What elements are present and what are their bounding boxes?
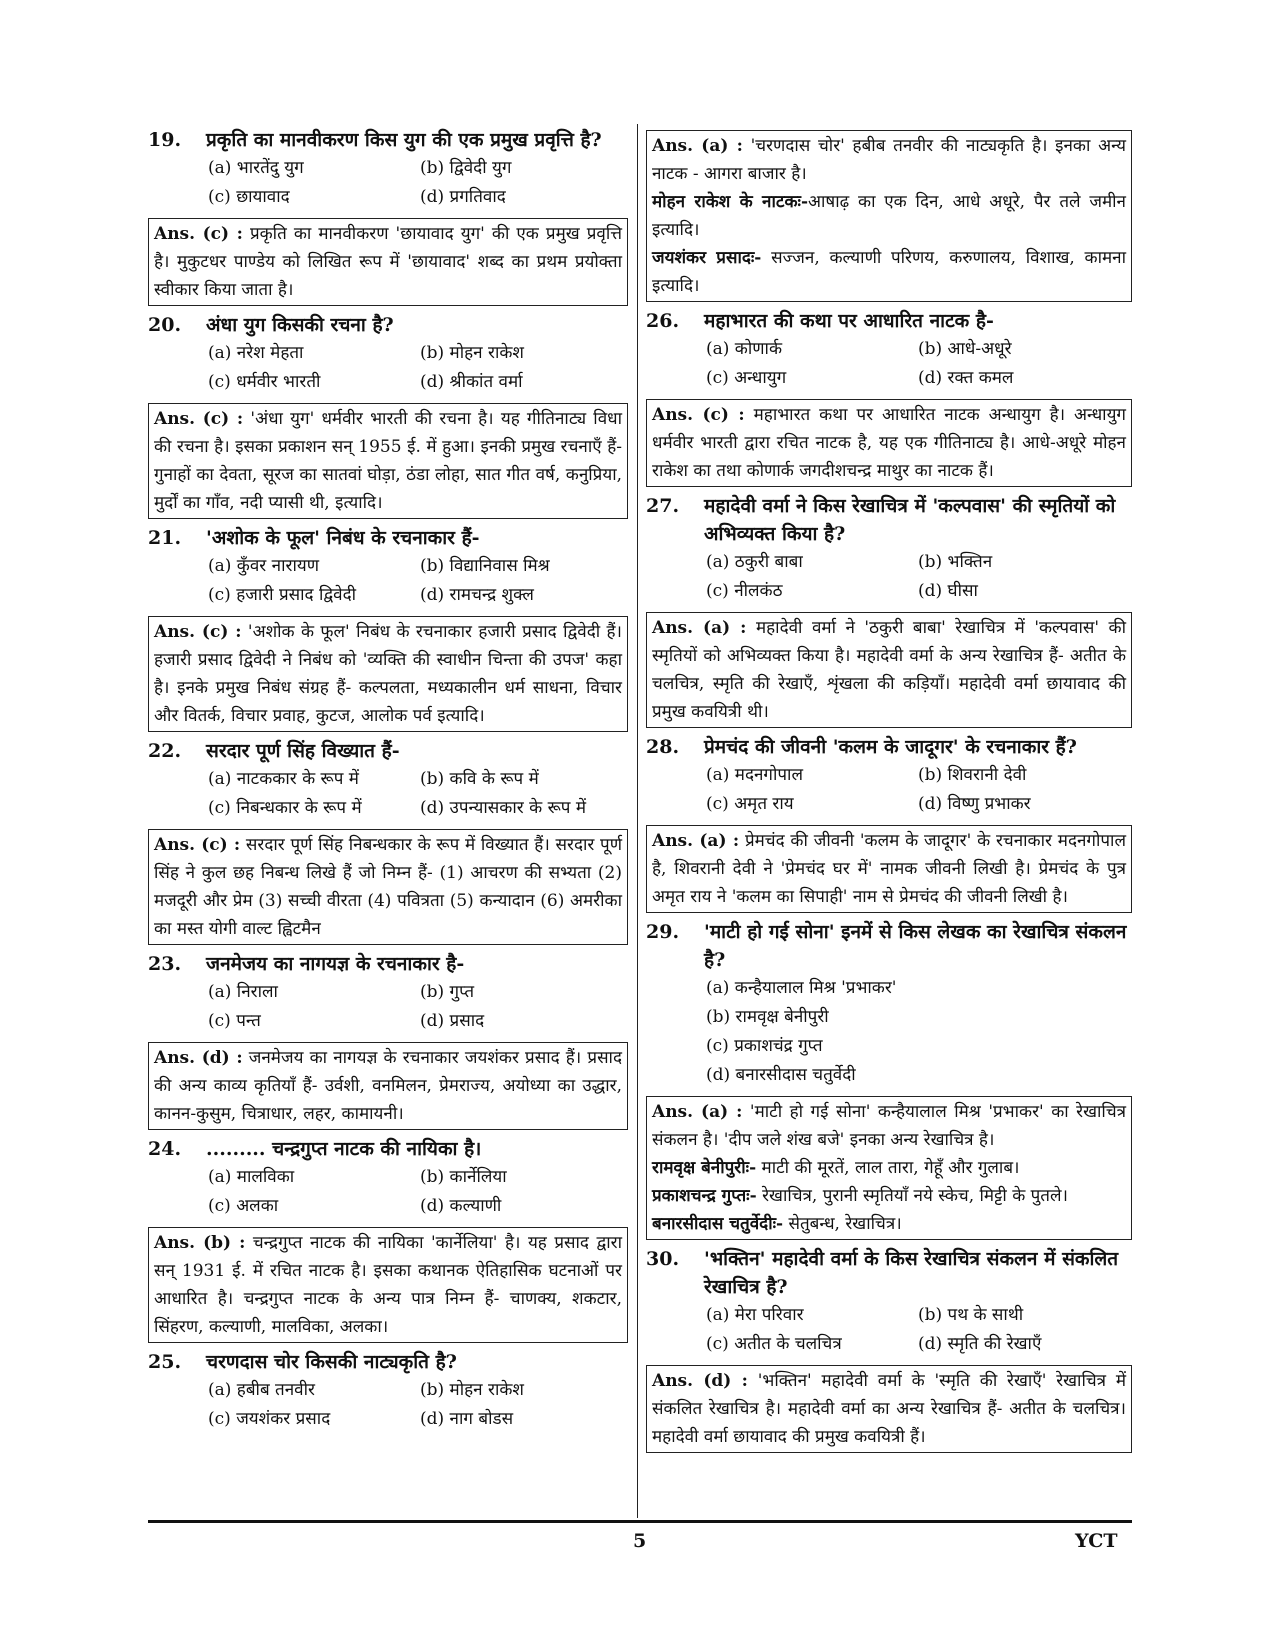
answer-paragraph bbox=[154, 220, 622, 304]
option: (c) हजारी प्रसाद द्विवेदी bbox=[208, 585, 357, 605]
option: (b) मोहन राकेश bbox=[420, 1380, 524, 1400]
option: (d) कल्याणी bbox=[420, 1196, 502, 1216]
option: (c) अन्धायुग bbox=[706, 368, 787, 388]
right-column bbox=[646, 124, 1132, 1458]
option: (a) मालविका bbox=[208, 1167, 295, 1187]
answer-label: Ans. (d) : bbox=[652, 1371, 748, 1391]
answer-box bbox=[646, 825, 1132, 913]
option: (b) मोहन राकेश bbox=[420, 343, 524, 363]
question-number: 30. bbox=[646, 1248, 680, 1270]
question-number: 21. bbox=[148, 527, 182, 549]
options bbox=[148, 1376, 628, 1434]
question-text: सरदार पूर्ण सिंह विख्यात हैं- bbox=[206, 740, 400, 762]
option: (b) पथ के साथी bbox=[918, 1305, 1024, 1325]
answer-text: महादेवी वर्मा ने 'ठकुरी बाबा' रेखाचित्र में 'कल्पवास' की स्मृतियों को अभिव्यक्त किया है। महादेवी वर्मा के अन्य रेखाचित्र हैं- अतीत के चलचित्र, स्मृति की रेखाएँ, शृंखला की कड़ियाँ। महादेवी वर्मा छायावाद की प्रमुख कवयित्री थी। bbox=[652, 618, 1126, 722]
option: (c) नीलकंठ bbox=[706, 581, 783, 601]
question bbox=[646, 733, 1132, 761]
answer-paragraph bbox=[652, 827, 1126, 911]
question-text: 'अशोक के फूल' निबंध के रचनाकार हैं- bbox=[206, 527, 480, 549]
option: (c) धर्मवीर भारती bbox=[208, 372, 321, 392]
question bbox=[646, 918, 1132, 974]
question bbox=[646, 307, 1132, 335]
answer-text: प्रकृति का मानवीकरण 'छायावाद युग' की एक प्रमुख प्रवृत्ति है। मुकुटधर पाण्डेय को लिखित रूप में 'छायावाद' शब्द का प्रथम प्रयोक्ता स्वीकार किया जाता है। bbox=[154, 224, 622, 300]
answer-box bbox=[148, 829, 628, 945]
answer-text: महाभारत कथा पर आधारित नाटक अन्धायुग है। अन्धायुग धर्मवीर भारती द्वारा रचित नाटक है, यह एक गीतिनाट्य है। आधे-अधूरे मोहन राकेश का तथा कोणार्क जगदीशचन्द्र माथुर का नाटक हैं। bbox=[652, 405, 1126, 481]
answer-paragraph bbox=[154, 1229, 622, 1341]
option: (a) मेरा परिवार bbox=[706, 1305, 804, 1325]
answer-paragraph bbox=[652, 1182, 1126, 1210]
answer-label: Ans. (c) : bbox=[154, 835, 241, 855]
column-divider bbox=[637, 124, 638, 1518]
question-text: जनमेजय का नागयज्ञ के रचनाकार है- bbox=[206, 953, 465, 975]
answer-paragraph bbox=[652, 1210, 1126, 1238]
answer-text: 'अंधा युग' धर्मवीर भारती की रचना है। यह गीतिनाट्य विधा की रचना है। इसका प्रकाशन सन् 1955 ई. में हुआ। इनकी प्रमुख रचनाएँ हैं- गुनाहों का देवता, सूरज का सातवां घोड़ा, ठंडा लोहा, सात गीत वर्ष, कनुप्रिया, मुर्दों का गाँव, नदी प्यासी थी, इत्यादि। bbox=[154, 409, 623, 513]
options bbox=[148, 154, 628, 212]
question-text: 'भक्तिन' महादेवी वर्मा के किस रेखाचित्र संकलन में संकलित रेखाचित्र है? bbox=[704, 1248, 1119, 1298]
answer-label: Ans. (d) : bbox=[154, 1048, 243, 1068]
publisher-brand: YCT bbox=[1075, 1530, 1118, 1552]
answer-paragraph bbox=[154, 831, 622, 943]
answer-paragraph bbox=[652, 1154, 1126, 1182]
answer-paragraph bbox=[154, 1044, 622, 1128]
option: (a) नाटककार के रूप में bbox=[208, 769, 359, 789]
question-number: 26. bbox=[646, 310, 680, 332]
answer-paragraph bbox=[154, 618, 622, 730]
answer-text: सेतुबन्ध, रेखाचित्र। bbox=[783, 1214, 902, 1234]
answer-label: Ans. (a) : bbox=[652, 136, 743, 156]
answer-text: रेखाचित्र, पुरानी स्मृतियाँ नये स्केच, मिट्टी के पुतले। bbox=[756, 1186, 1068, 1206]
option: (b) कवि के रूप में bbox=[420, 769, 539, 789]
answer-text: 'माटी हो गई सोना' कन्हैयालाल मिश्र 'प्रभाकर' का रेखाचित्र संकलन है। 'दीप जले शंख बजे' इनका अन्य रेखाचित्र है। bbox=[652, 1102, 1126, 1150]
option: (d) घीसा bbox=[918, 581, 978, 601]
options bbox=[646, 761, 1132, 819]
answer-box bbox=[646, 1096, 1132, 1240]
option: (a) हबीब तनवीर bbox=[208, 1380, 315, 1400]
question-text: महादेवी वर्मा ने किस रेखाचित्र में 'कल्पवास' की स्मृतियों को अभिव्यक्त किया है? bbox=[704, 495, 1116, 545]
option: (d) प्रगतिवाद bbox=[420, 187, 506, 207]
answer-paragraph bbox=[652, 614, 1126, 726]
question-number: 28. bbox=[646, 736, 680, 758]
option: (b) कार्नेलिया bbox=[420, 1167, 507, 1187]
answer-label: रामवृक्ष बेनीपुरीः- bbox=[652, 1158, 757, 1178]
answer-paragraph bbox=[652, 1098, 1126, 1154]
option: (a) निराला bbox=[208, 982, 278, 1002]
question bbox=[148, 950, 628, 978]
answer-paragraph bbox=[652, 1367, 1126, 1451]
question-number: 27. bbox=[646, 495, 680, 517]
question-number: 23. bbox=[148, 953, 182, 975]
question bbox=[148, 1348, 628, 1376]
option: (d) स्मृति की रेखाएँ bbox=[918, 1334, 1042, 1354]
question-text: ......... चन्द्रगुप्त नाटक की नायिका है। bbox=[206, 1138, 482, 1160]
option: (b) भक्तिन bbox=[918, 552, 993, 572]
answer-box bbox=[646, 1365, 1132, 1453]
option: (c) पन्त bbox=[208, 1011, 261, 1031]
option: (c) प्रकाशचंद्र गुप्त bbox=[706, 1036, 823, 1056]
option: (a) कुँवर नारायण bbox=[208, 556, 320, 576]
options bbox=[646, 548, 1132, 606]
question bbox=[148, 524, 628, 552]
options bbox=[148, 1163, 628, 1221]
option: (d) रामचन्द्र शुक्ल bbox=[420, 585, 534, 605]
option: (c) अतीत के चलचित्र bbox=[706, 1334, 842, 1354]
answer-label: Ans. (b) : bbox=[154, 1233, 246, 1253]
option: (d) विष्णु प्रभाकर bbox=[918, 794, 1031, 814]
options bbox=[646, 335, 1132, 393]
option: (a) नरेश मेहता bbox=[208, 343, 304, 363]
answer-text: 'भक्तिन' महादेवी वर्मा के 'स्मृति की रेखाएँ' रेखाचित्र में संकलित रेखाचित्र है। महादेवी वर्मा का अन्य रेखाचित्र हैं- अतीत के चलचित्र। महादेवी वर्मा छायावाद की प्रमुख कवयित्री हैं। bbox=[652, 1371, 1127, 1447]
answer-label: Ans. (c) : bbox=[652, 405, 745, 425]
answer-label: मोहन राकेश के नाटकः- bbox=[652, 192, 809, 212]
question-text: अंधा युग किसकी रचना है? bbox=[206, 314, 394, 336]
option: (a) कोणार्क bbox=[706, 339, 783, 359]
option: (c) अमृत राय bbox=[706, 794, 794, 814]
answer-text: 'अशोक के फूल' निबंध के रचनाकार हजारी प्रसाद द्विवेदी हैं। हजारी प्रसाद द्विवेदी ने निबंध को 'व्यक्ति की स्वाधीन चिन्ता की उपज' कहा है। इनके प्रमुख निबंध संग्रह हैं- कल्पलता, मध्यकालीन धर्म साधना, विचार और वितर्क, विचार प्रवाह, कुटज, आलोक पर्व इत्यादि। bbox=[154, 622, 622, 726]
option: (b) आधे-अधूरे bbox=[918, 339, 1012, 359]
answer-text: 'चरणदास चोर' हबीब तनवीर की नाट्यकृति है। इनका अन्य नाटक - आगरा बाजार है। bbox=[652, 136, 1126, 184]
question-number: 25. bbox=[148, 1351, 182, 1373]
option: (d) श्रीकांत वर्मा bbox=[420, 372, 523, 392]
options bbox=[646, 974, 1132, 1090]
question-text: प्रेमचंद की जीवनी 'कलम के जादूगर' के रचनाकार हैं? bbox=[704, 736, 1077, 758]
option: (d) नाग बोडस bbox=[420, 1409, 514, 1429]
answer-box bbox=[646, 612, 1132, 728]
option: (d) बनारसीदास चतुर्वेदी bbox=[706, 1065, 856, 1085]
option: (b) विद्यानिवास मिश्र bbox=[420, 556, 550, 576]
options bbox=[148, 765, 628, 823]
answer-paragraph bbox=[652, 132, 1126, 188]
answer-paragraph bbox=[154, 405, 622, 517]
option: (a) भारतेंदु युग bbox=[208, 158, 304, 178]
answer-text: सज्जन, कल्याणी परिणय, करुणालय, विशाख, कामना इत्यादि। bbox=[652, 248, 1126, 296]
question bbox=[148, 737, 628, 765]
answer-text: जनमेजय का नागयज्ञ के रचनाकार जयशंकर प्रसाद हैं। प्रसाद की अन्य काव्य कृतियाँ हैं- उर्वशी, वनमिलन, प्रेमराज्य, अयोध्या का उद्धार, कानन-कुसुम, चित्राधार, लहर, कामायनी। bbox=[154, 1048, 622, 1124]
answer-text: आषाढ़ का एक दिन, आधे अधूरे, पैर तले जमीन इत्यादि। bbox=[652, 192, 1126, 240]
question-text: महाभारत की कथा पर आधारित नाटक है- bbox=[704, 310, 994, 332]
option: (b) द्विवेदी युग bbox=[420, 158, 512, 178]
options bbox=[646, 1301, 1132, 1359]
option: (c) जयशंकर प्रसाद bbox=[208, 1409, 331, 1429]
answer-text: चन्द्रगुप्त नाटक की नायिका 'कार्नेलिया' है। यह प्रसाद द्वारा सन् 1931 ई. में रचित नाटक है। इसका कथानक ऐतिहासिक घटनाओं पर आधारित है। चन्द्रगुप्त नाटक के अन्य पात्र निम्न हैं- चाणक्य, शकटार, सिंहरण, कल्याणी, मालविका, अलका। bbox=[154, 1233, 623, 1337]
option: (d) रक्त कमल bbox=[918, 368, 1014, 388]
answer-box bbox=[148, 1227, 628, 1343]
option: (c) निबन्धकार के रूप में bbox=[208, 798, 362, 818]
option: (a) मदनगोपाल bbox=[706, 765, 803, 785]
left-column bbox=[148, 124, 628, 1434]
option: (c) अलका bbox=[208, 1196, 279, 1216]
answer-text: सरदार पूर्ण सिंह निबन्धकार के रूप में विख्यात हैं। सरदार पूर्ण सिंह ने कुल छह निबन्ध लिखे हैं जो निम्न हैं- (1) आचरण की सभ्यता (2) मजदूरी और प्रेम (3) सच्ची वीरता (4) पवित्रता (5) कन्यादान (6) अमरीका का मस्त योगी वाल्ट ह्विटमैन bbox=[154, 835, 622, 939]
answer-label: Ans. (a) : bbox=[652, 618, 747, 638]
answer-paragraph bbox=[652, 244, 1126, 300]
answer-box bbox=[148, 403, 628, 519]
answer-paragraph bbox=[652, 188, 1126, 244]
question bbox=[148, 1135, 628, 1163]
answer-box bbox=[148, 1042, 628, 1130]
question bbox=[148, 311, 628, 339]
answer-label: Ans. (a) : bbox=[652, 1102, 743, 1122]
answer-text: प्रेमचंद की जीवनी 'कलम के जादूगर' के रचनाकार मदनगोपाल है, शिवरानी देवी ने 'प्रेमचंद घर में' नामक जीवनी लिखी है। प्रेमचंद के पुत्र अमृत राय ने 'कलम का सिपाही' नाम से प्रेमचंद की जीवनी लिखी है। bbox=[652, 831, 1126, 907]
answer-box bbox=[646, 399, 1132, 487]
options bbox=[148, 552, 628, 610]
option: (a) ठकुरी बाबा bbox=[706, 552, 803, 572]
answer-label: जयशंकर प्रसादः- bbox=[652, 248, 762, 268]
answer-label: Ans. (c) : bbox=[154, 224, 243, 244]
question-number: 20. bbox=[148, 314, 182, 336]
footer-rule bbox=[148, 1520, 1132, 1523]
option: (b) रामवृक्ष बेनीपुरी bbox=[706, 1007, 829, 1027]
question-number: 19. bbox=[148, 129, 182, 151]
option: (d) उपन्यासकार के रूप में bbox=[420, 798, 587, 818]
answer-box bbox=[148, 616, 628, 732]
option: (a) कन्हैयालाल मिश्र 'प्रभाकर' bbox=[706, 978, 897, 998]
question bbox=[148, 126, 628, 154]
question-text: 'माटी हो गई सोना' इनमें से किस लेखक का रेखाचित्र संकलन है? bbox=[704, 921, 1127, 971]
option: (c) छायावाद bbox=[208, 187, 290, 207]
answer-label: Ans. (c) : bbox=[154, 409, 244, 429]
question-text: चरणदास चोर किसकी नाट्यकृति है? bbox=[206, 1351, 457, 1373]
question-number: 29. bbox=[646, 921, 680, 943]
option: (b) शिवरानी देवी bbox=[918, 765, 1027, 785]
options bbox=[148, 978, 628, 1036]
answer-text: माटी की मूरतें, लाल तारा, गेहूँ और गुलाब। bbox=[756, 1158, 1020, 1178]
page-number: 5 bbox=[633, 1530, 647, 1552]
answer-box bbox=[646, 130, 1132, 302]
question bbox=[646, 1245, 1132, 1301]
option: (b) गुप्त bbox=[420, 982, 475, 1002]
answer-label: Ans. (c) : bbox=[154, 622, 242, 642]
option: (d) प्रसाद bbox=[420, 1011, 485, 1031]
answer-label: प्रकाशचन्द्र गुप्तः- bbox=[652, 1186, 757, 1206]
options bbox=[148, 339, 628, 397]
question-number: 24. bbox=[148, 1138, 182, 1160]
answer-box bbox=[148, 218, 628, 306]
answer-label: बनारसीदास चतुर्वेदीः- bbox=[652, 1214, 784, 1234]
question bbox=[646, 492, 1132, 548]
answer-paragraph bbox=[652, 401, 1126, 485]
answer-label: Ans. (a) : bbox=[652, 831, 740, 851]
question-text: प्रकृति का मानवीकरण किस युग की एक प्रमुख प्रवृत्ति है? bbox=[206, 129, 602, 151]
question-number: 22. bbox=[148, 740, 182, 762]
